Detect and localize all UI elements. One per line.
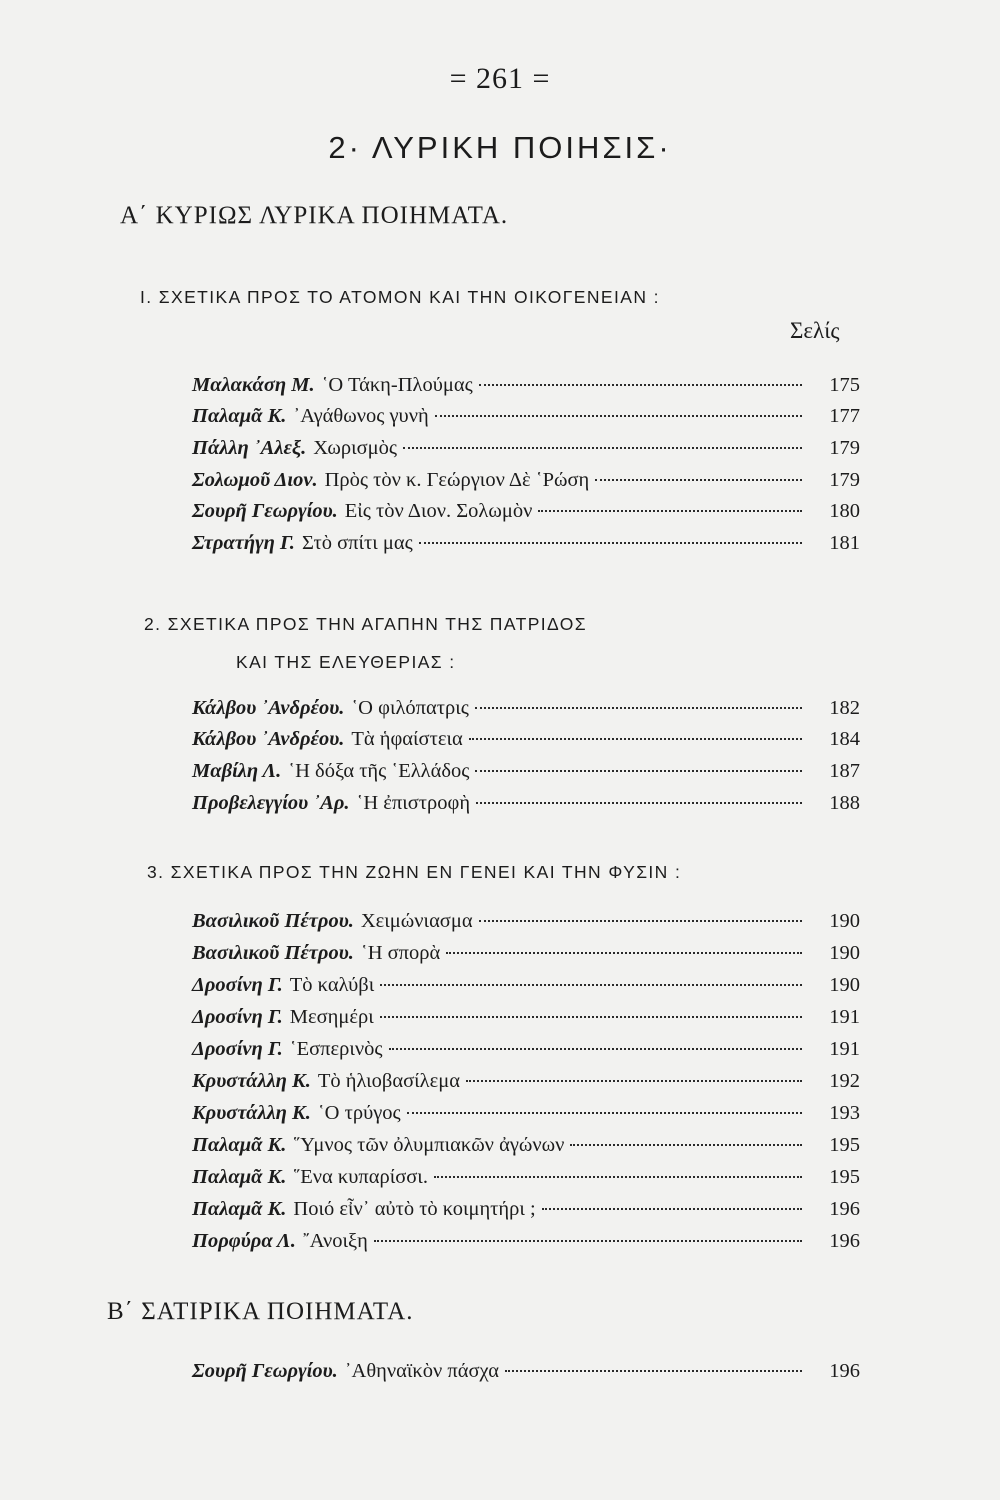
- entry-title: ᾿Αγάθωνος γυνὴ: [293, 405, 429, 427]
- entry-author: Κάλβου ᾿Ανδρέου.: [192, 697, 345, 719]
- entry-author: Πάλλη ᾿Αλεξ.: [192, 437, 307, 459]
- entry-page: 190: [829, 974, 860, 996]
- entry-title: Χωρισμὸς: [313, 437, 397, 459]
- entry-page: 193: [829, 1102, 860, 1124]
- dot-leader: [419, 542, 802, 544]
- entry-title: Τὸ καλύβι: [289, 974, 375, 996]
- toc-entry: [192, 1166, 860, 1198]
- entry-title: ῎Ανοιξη: [302, 1230, 368, 1252]
- entry-page: 188: [829, 792, 860, 814]
- page-column-label: Σελίς: [790, 318, 840, 343]
- dot-leader: [403, 447, 802, 449]
- entry-author: Κρυστάλλη Κ.: [192, 1102, 311, 1124]
- entry-page: 180: [829, 500, 860, 522]
- toc-entry: [192, 532, 860, 564]
- dot-leader: [466, 1080, 802, 1082]
- dot-leader: [469, 738, 802, 740]
- entry-page: 192: [829, 1070, 860, 1092]
- entry-title: Τὰ ἡφαίστεια: [351, 728, 463, 750]
- entry-author: Σουρῆ Γεωργίου.: [192, 1360, 338, 1382]
- entry-author: Μαλακάση Μ.: [192, 374, 315, 396]
- category-3-title: 3. ΣΧΕΤΙΚΑ ΠΡΟΣ ΤΗΝ ΖΩΗΝ ΕΝ ΓΕΝΕΙ ΚΑΙ ΤΗΝ ΦΥΣΙΝ :: [147, 862, 682, 882]
- entry-page: 179: [829, 437, 860, 459]
- entry-page: 182: [829, 697, 860, 719]
- entry-page: 175: [829, 374, 860, 396]
- entry-title: Τὸ ἡλιοβασίλεμα: [317, 1070, 460, 1092]
- entry-title: Στὸ σπίτι μας: [301, 532, 413, 554]
- entry-page: 195: [829, 1166, 860, 1188]
- dot-leader: [435, 415, 802, 417]
- toc-entry: [192, 942, 860, 974]
- entry-title: ῾Ο τρύγος: [317, 1102, 401, 1124]
- entry-title: ῾Εσπερινὸς: [289, 1038, 383, 1060]
- entry-author: Δροσίνη Γ.: [192, 1038, 283, 1060]
- entry-page: 181: [829, 532, 860, 554]
- entry-author: Προβελεγγίου ᾿Αρ.: [192, 792, 350, 814]
- entry-page: 195: [829, 1134, 860, 1156]
- toc-entry: [192, 697, 860, 729]
- entry-title: ῾Η σπορὰ: [360, 942, 441, 964]
- dot-leader: [434, 1176, 802, 1178]
- entry-page: 196: [829, 1230, 860, 1252]
- entry-author: Μαβίλη Λ.: [192, 760, 282, 782]
- entry-title: ῞Ενα κυπαρίσσι.: [293, 1166, 428, 1188]
- toc-entry: [192, 469, 860, 501]
- entry-page: 191: [829, 1038, 860, 1060]
- dot-leader: [570, 1144, 802, 1146]
- entry-title: Πρὸς τὸν κ. Γεώργιον Δὲ ῾Ρώση: [324, 469, 590, 491]
- entry-page: 179: [829, 469, 860, 491]
- dot-leader: [407, 1112, 802, 1114]
- toc-entry: [192, 1006, 860, 1038]
- dot-leader: [595, 479, 802, 481]
- entry-author: Παλαμᾶ Κ.: [192, 1198, 287, 1220]
- category-2-title-line2: ΚΑΙ ΤΗΣ ΕΛΕΥΘΕΡΙΑΣ :: [236, 652, 456, 672]
- entry-title: ῾Η ἐπιστροφὴ: [356, 792, 471, 814]
- entry-author: Κρυστάλλη Κ.: [192, 1070, 311, 1092]
- dot-leader: [380, 984, 802, 986]
- entry-author: Δροσίνη Γ.: [192, 1006, 283, 1028]
- dot-leader: [475, 707, 802, 709]
- part-title: 2· ΛΥΡΙΚΗ ΠΟΙΗΣΙΣ·: [328, 130, 672, 165]
- entry-title: ῾Ο φιλόπατρις: [351, 697, 469, 719]
- entry-author: Στρατήγη Γ.: [192, 532, 295, 554]
- dot-leader: [389, 1048, 802, 1050]
- entry-title: Ποιό εἶν᾿ αὐτὸ τὸ κοιμητήρι ;: [293, 1198, 536, 1220]
- toc-entry: [192, 1360, 860, 1392]
- dot-leader: [475, 770, 802, 772]
- dot-leader: [446, 952, 802, 954]
- dot-leader: [380, 1016, 802, 1018]
- category-2-title: 2. ΣΧΕΤΙΚΑ ΠΡΟΣ ΤΗΝ ΑΓΑΠΗΝ ΤΗΣ ΠΑΤΡΙΔΟΣ: [144, 614, 587, 634]
- dot-leader: [374, 1240, 802, 1242]
- entry-author: Πορφύρα Λ.: [192, 1230, 296, 1252]
- toc-entry: [192, 437, 860, 469]
- entry-title: ῾Η δόξα τῆς ῾Ελλάδος: [288, 760, 470, 782]
- entry-title: Εἰς τὸν Διον. Σολωμὸν: [344, 500, 533, 522]
- entry-page: 191: [829, 1006, 860, 1028]
- entry-page: 184: [829, 728, 860, 750]
- entry-page: 177: [829, 405, 860, 427]
- toc-entry: [192, 1038, 860, 1070]
- entry-page: 196: [829, 1360, 860, 1382]
- entry-author: Κάλβου ᾿Ανδρέου.: [192, 728, 345, 750]
- entry-title: ᾿Αθηναϊκὸν πάσχα: [344, 1360, 499, 1382]
- entry-title: Χειμώνιασμα: [360, 910, 473, 932]
- section-b-title: Β΄ ΣΑΤΙΡΙΚΑ ΠΟΙΗΜΑΤΑ.: [107, 1298, 414, 1325]
- toc-entry: [192, 910, 860, 942]
- toc-entry: [192, 405, 860, 437]
- toc-entry: [192, 1134, 860, 1166]
- toc-entry: [192, 760, 860, 792]
- entry-author: Παλαμᾶ Κ.: [192, 1134, 287, 1156]
- entry-author: Παλαμᾶ Κ.: [192, 1166, 287, 1188]
- entry-author: Βασιλικοῦ Πέτρου.: [192, 910, 354, 932]
- dot-leader: [538, 510, 802, 512]
- dot-leader: [505, 1370, 802, 1372]
- toc-entry: [192, 974, 860, 1006]
- entry-author: Σουρῆ Γεωργίου.: [192, 500, 338, 522]
- entry-title: Μεσημέρι: [289, 1006, 374, 1028]
- entry-page: 196: [829, 1198, 860, 1220]
- entry-title: ῞Υμνος τῶν ὀλυμπιακῶν ἀγώνων: [293, 1134, 565, 1156]
- dot-leader: [542, 1208, 802, 1210]
- toc-entry: [192, 1070, 860, 1102]
- category-1-title: Ι. ΣΧΕΤΙΚΑ ΠΡΟΣ ΤΟ ΑΤΟΜΟΝ ΚΑΙ ΤΗΝ ΟΙΚΟΓΕΝΕΙΑΝ :: [140, 287, 660, 307]
- entry-author: Βασιλικοῦ Πέτρου.: [192, 942, 354, 964]
- toc-entry: [192, 1230, 860, 1262]
- toc-entry: [192, 1102, 860, 1134]
- entry-title: ῾Ο Τάκη-Πλούμας: [321, 374, 473, 396]
- dot-leader: [476, 802, 802, 804]
- entry-page: 190: [829, 910, 860, 932]
- entry-page: 187: [829, 760, 860, 782]
- toc-entry: [192, 500, 860, 532]
- dot-leader: [479, 920, 802, 922]
- entry-author: Σολωμοῦ Διον.: [192, 469, 318, 491]
- toc-entry: [192, 728, 860, 760]
- page-number: = 261 =: [449, 62, 551, 95]
- entry-page: 190: [829, 942, 860, 964]
- section-a-title: Α΄ ΚΥΡΙΩΣ ΛΥΡΙΚΑ ΠΟΙΗΜΑΤΑ.: [120, 202, 509, 229]
- entry-author: Παλαμᾶ Κ.: [192, 405, 287, 427]
- toc-entry: [192, 792, 860, 824]
- dot-leader: [479, 384, 802, 386]
- toc-entry: [192, 374, 860, 406]
- toc-entry: [192, 1198, 860, 1230]
- entry-author: Δροσίνη Γ.: [192, 974, 283, 996]
